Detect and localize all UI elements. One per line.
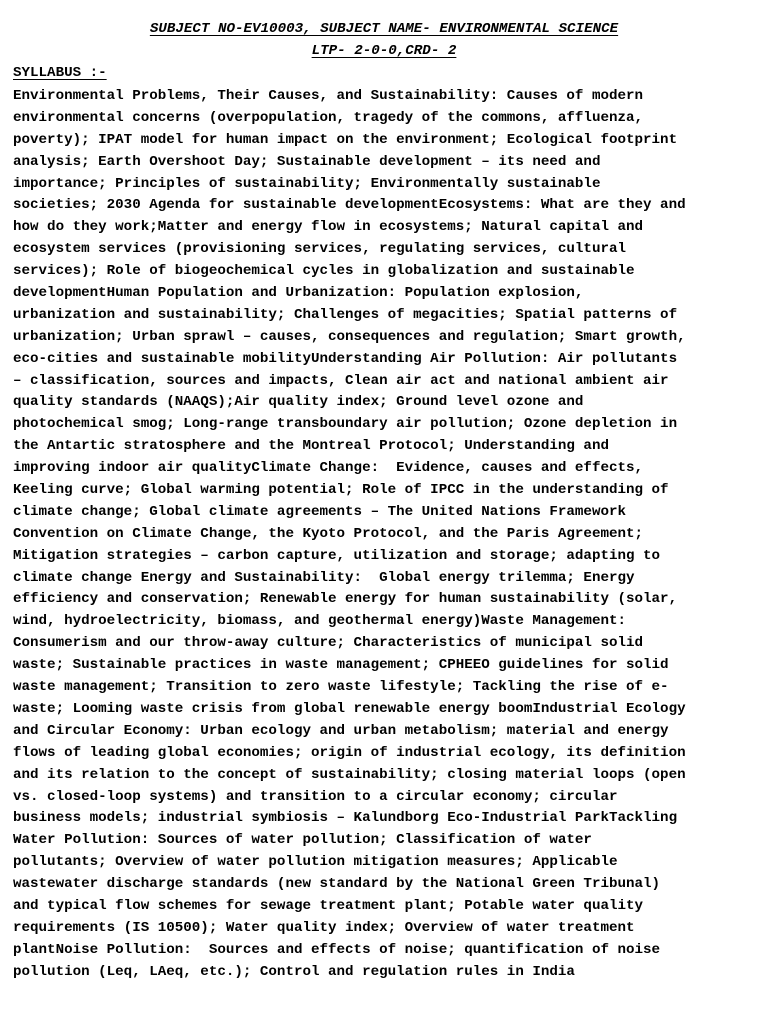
syllabus-line: Mitigation strategies – carbon capture, utilization and storage; adapting to (13, 547, 661, 564)
syllabus-line: Keeling curve; Global warming potential; Role of IPCC in the understanding of (13, 482, 669, 499)
subject-heading (0, 20, 768, 38)
syllabus-line: vs. closed-loop systems) and transition to a circular economy; circular (13, 788, 618, 805)
syllabus-line: Water Pollution: Sources of water pollution; Classification of water (13, 832, 592, 849)
syllabus-line: and its relation to the concept of sustainability; closing material loops (open (13, 766, 686, 783)
syllabus-line: pollutants; Overview of water pollution mitigation measures; Applicable (13, 854, 618, 871)
syllabus-line: efficiency and conservation; Renewable energy for human sustainability (solar, (13, 591, 678, 608)
syllabus-line: developmentHuman Population and Urbanization: Population explosion, (13, 285, 584, 302)
ltp-credit-heading-text: LTP- 2-0-0,CRD- 2 (311, 43, 457, 59)
syllabus-line: business models; industrial symbiosis – Kalundborg Eco-Industrial ParkTackling (13, 810, 678, 827)
syllabus-line: services); Role of biogeochemical cycles in globalization and sustainable (13, 263, 635, 280)
syllabus-line: climate change; Global climate agreements – The United Nations Framework (13, 503, 626, 520)
syllabus-line: societies; 2030 Agenda for sustainable developmentEcosystems: What are they and (13, 197, 686, 214)
syllabus-line: importance; Principles of sustainability; Environmentally sustainable (13, 175, 601, 192)
syllabus-line: urbanization; Urban sprawl – causes, consequences and regulation; Smart growth, (13, 328, 686, 345)
syllabus-line: pollution (Leq, LAeq, etc.); Control and regulation rules in India (13, 963, 575, 980)
syllabus-body (13, 86, 763, 984)
syllabus-line: Consumerism and our throw-away culture; Characteristics of municipal solid (13, 635, 644, 652)
syllabus-line: waste management; Transition to zero waste lifestyle; Tackling the rise of e- (13, 679, 669, 696)
subject-heading-text: SUBJECT NO-EV10003, SUBJECT NAME- ENVIRONMENTAL SCIENCE (149, 21, 619, 37)
syllabus-line: wastewater discharge standards (new standard by the National Green Tribunal) (13, 876, 661, 893)
syllabus-line: how do they work;Matter and energy flow in ecosystems; Natural capital and (13, 219, 644, 236)
syllabus-line: the Antartic stratosphere and the Montreal Protocol; Understanding and (13, 438, 609, 455)
syllabus-line: and typical flow schemes for sewage treatment plant; Potable water quality (13, 897, 644, 914)
syllabus-line: Convention on Climate Change, the Kyoto Protocol, and the Paris Agreement; (13, 525, 644, 542)
syllabus-line: wind, hydroelectricity, biomass, and geothermal energy)Waste Management: (13, 613, 626, 630)
syllabus-line: flows of leading global economies; origin of industrial ecology, its definition (13, 744, 686, 761)
syllabus-line: eco-cities and sustainable mobilityUnderstanding Air Pollution: Air pollutants (13, 350, 678, 367)
syllabus-line: waste; Sustainable practices in waste management; CPHEEO guidelines for solid (13, 657, 669, 674)
syllabus-line: requirements (IS 10500); Water quality index; Overview of water treatment (13, 919, 635, 936)
syllabus-line: plantNoise Pollution: Sources and effects of noise; quantification of noise (13, 941, 661, 958)
syllabus-line: photochemical smog; Long-range transboundary air pollution; Ozone depletion in (13, 416, 678, 433)
syllabus-line: waste; Looming waste crisis from global renewable energy boomIndustrial Ecology (13, 700, 686, 717)
syllabus-line: environmental concerns (overpopulation, tragedy of the commons, affluenza, (13, 109, 644, 126)
syllabus-line: poverty); IPAT model for human impact on the environment; Ecological footprint (13, 131, 678, 148)
syllabus-line: and Circular Economy: Urban ecology and urban metabolism; material and energy (13, 722, 669, 739)
syllabus-line: improving indoor air qualityClimate Change: Evidence, causes and effects, (13, 460, 644, 477)
syllabus-line: Environmental Problems, Their Causes, and Sustainability: Causes of modern (13, 88, 644, 104)
syllabus-line: quality standards (NAAQS);Air quality index; Ground level ozone and (13, 394, 584, 411)
syllabus-line: – classification, sources and impacts, Clean air act and national ambient air (13, 372, 669, 389)
syllabus-label: SYLLABUS :- (13, 65, 107, 81)
syllabus-line: analysis; Earth Overshoot Day; Sustainable development – its need and (13, 153, 601, 170)
syllabus-line: ecosystem services (provisioning services, regulating services, cultural (13, 241, 626, 258)
syllabus-line: climate change Energy and Sustainability: Global energy trilemma; Energy (13, 569, 635, 586)
syllabus-line: urbanization and sustainability; Challenges of megacities; Spatial patterns of (13, 306, 678, 323)
ltp-credit-heading (0, 42, 768, 60)
